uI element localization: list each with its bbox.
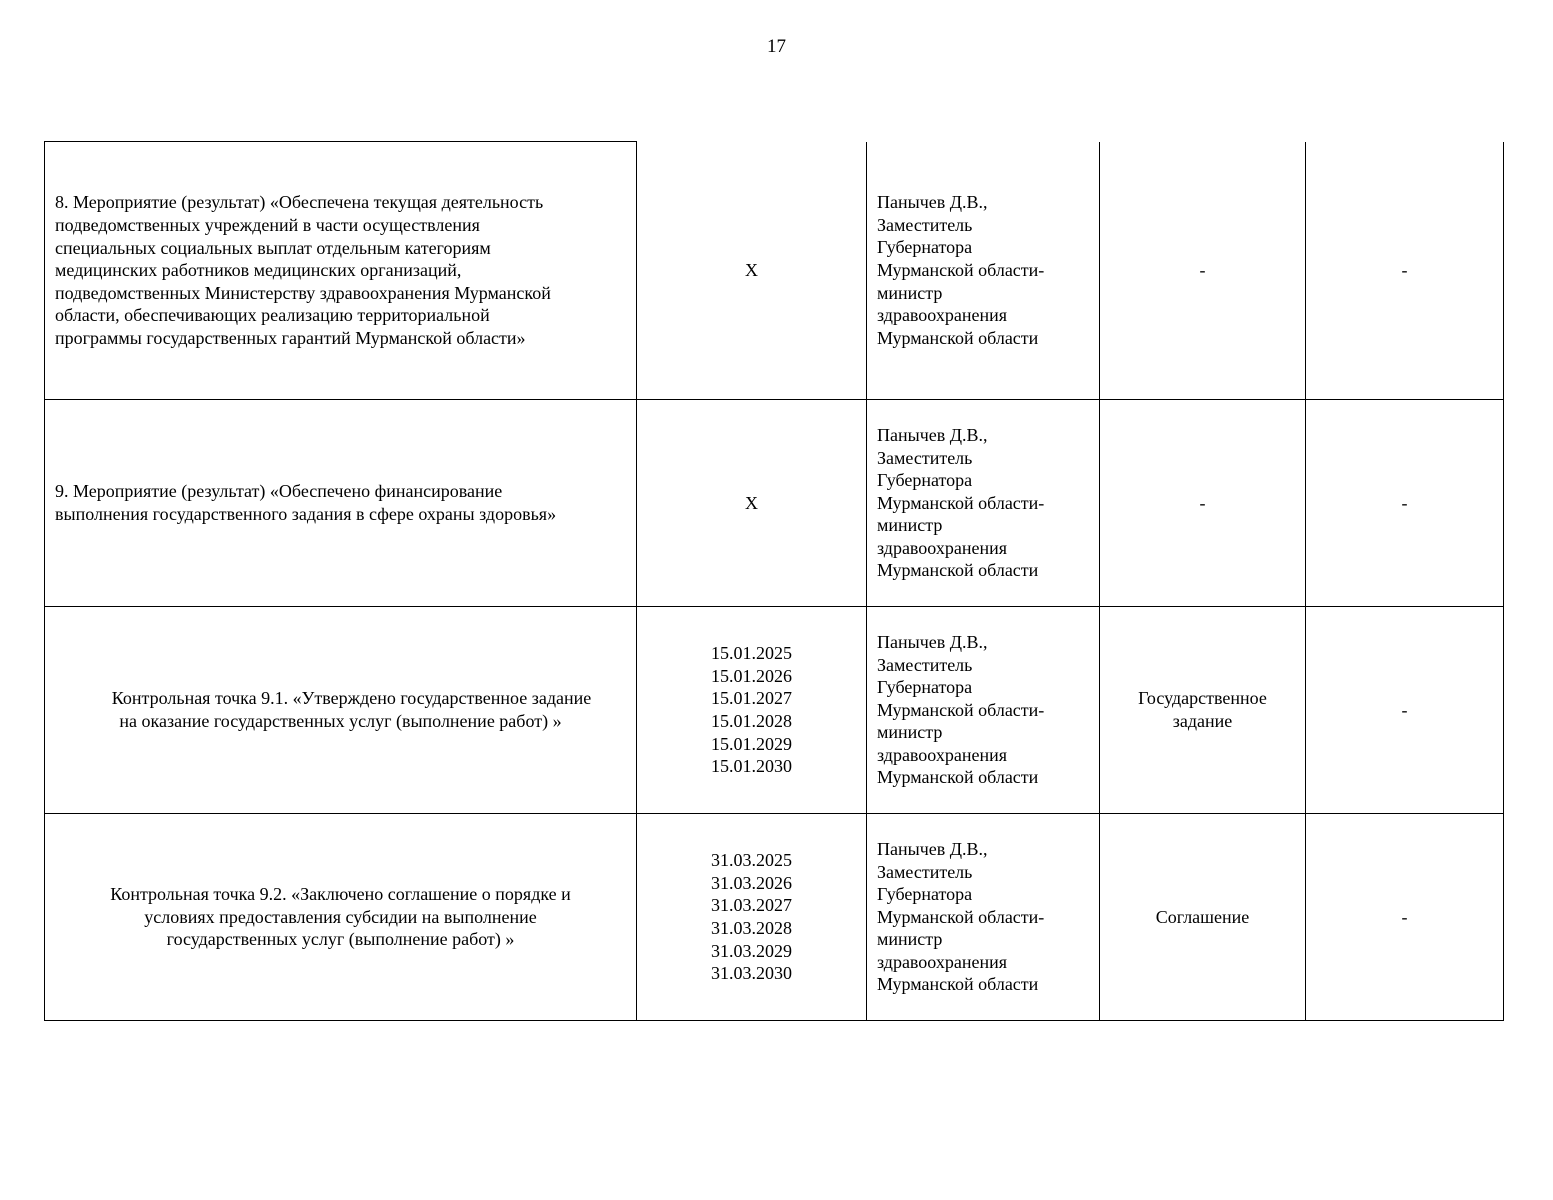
text-line: 8. Мероприятие (результат) «Обеспечена текущая деятельность <box>55 192 544 213</box>
text-line: условиях предоставления субсидии на выполнение <box>144 906 537 927</box>
text-line: Панычев Д.В., <box>877 192 988 213</box>
date-value: 15.01.2027 <box>711 688 792 709</box>
table-row <box>45 400 1504 607</box>
date-value: 15.01.2029 <box>711 733 792 754</box>
text-line: Губернатора <box>877 237 973 258</box>
text-line: - <box>1199 259 1206 280</box>
text-line: государственных услуг (выполнение работ) » <box>166 929 515 950</box>
date-value: 15.01.2030 <box>711 756 792 777</box>
text-line: Мурманской области- <box>877 699 1045 720</box>
text-line: министр <box>877 929 943 950</box>
extra-cell: - <box>1306 814 1504 1021</box>
date-value: X <box>745 259 758 280</box>
extra-cell: - <box>1306 607 1504 814</box>
date-value: 31.03.2029 <box>711 940 792 961</box>
text-line: Контрольная точка 9.2. «Заключено соглашение о порядке и <box>110 884 571 905</box>
control-point-description-cell <box>45 607 637 814</box>
text-line: специальных социальных выплат отдельным категориям <box>55 237 491 258</box>
text-line: Губернатора <box>877 677 973 698</box>
text-line: Заместитель <box>877 654 973 675</box>
date-value: 15.01.2025 <box>711 643 792 664</box>
table-row <box>45 607 1504 814</box>
text-line: выполнения государственного задания в сфере охраны здоровья» <box>55 504 557 524</box>
table-row <box>45 142 1504 400</box>
text-line: Мурманской области <box>877 327 1039 348</box>
date-value: 31.03.2028 <box>711 918 792 938</box>
text-line: Контрольная точка 9.1. «Утверждено государственное задание <box>111 688 592 709</box>
text-line: Панычев Д.В., <box>877 838 988 859</box>
text-line: на оказание государственных услуг (выполнение работ) » <box>119 711 562 731</box>
responsible-cell <box>867 400 1100 607</box>
document-cell <box>1100 814 1306 1021</box>
text-line: министр <box>877 722 943 743</box>
text-line: задание <box>1172 711 1233 731</box>
text-line: Мурманской области- <box>877 906 1045 927</box>
date-value: 31.03.2027 <box>711 895 792 916</box>
page-number: 17 <box>767 36 786 57</box>
text-line: Заместитель <box>877 214 973 235</box>
text-line: здравоохранения <box>877 744 1008 765</box>
dates-cell <box>637 814 867 1021</box>
text-line: Мурманской области <box>877 974 1039 995</box>
text-line: Заместитель <box>877 861 973 882</box>
text-line: программы государственных гарантий Мурманской области» <box>55 327 526 348</box>
document-cell <box>1100 142 1306 400</box>
plan-table <box>44 141 1504 1021</box>
text-line: подведомственных Министерству здравоохранения Мурманской <box>55 282 551 303</box>
text-line: - <box>1199 492 1206 513</box>
text-line: Мурманской области <box>877 560 1039 581</box>
text-line: области, обеспечивающих реализацию территориальной <box>55 305 490 326</box>
responsible-cell <box>867 142 1100 400</box>
text-line: здравоохранения <box>877 951 1008 972</box>
activity-description-cell <box>45 142 637 400</box>
dates-cell <box>637 607 867 814</box>
text-line: 9. Мероприятие (результат) «Обеспечено финансирование <box>55 481 503 502</box>
text-line: здравоохранения <box>877 537 1008 558</box>
text-line: Губернатора <box>877 884 973 905</box>
text-line: Заместитель <box>877 447 973 468</box>
activity-description-cell <box>45 400 637 607</box>
date-value: 31.03.2026 <box>711 872 792 893</box>
document-cell <box>1100 607 1306 814</box>
text-line: Мурманской области- <box>877 492 1045 513</box>
table-row <box>45 814 1504 1021</box>
text-line: министр <box>877 282 943 303</box>
document-cell <box>1100 400 1306 607</box>
text-line: подведомственных учреждений в части осуществления <box>55 215 480 236</box>
text-line: Панычев Д.В., <box>877 424 988 445</box>
text-line: Мурманской области- <box>877 259 1045 280</box>
date-value: 31.03.2030 <box>711 963 792 984</box>
date-value: 31.03.2025 <box>711 850 792 871</box>
text-line: здравоохранения <box>877 305 1008 326</box>
text-line: медицинских работников медицинских организаций, <box>55 260 462 281</box>
text-line: Панычев Д.В., <box>877 631 988 652</box>
dates-cell <box>637 142 867 400</box>
responsible-cell <box>867 814 1100 1021</box>
date-value: 15.01.2026 <box>711 665 792 686</box>
text-line: Соглашение <box>1155 906 1250 927</box>
extra-cell: - <box>1306 142 1504 400</box>
text-line: Губернатора <box>877 470 973 491</box>
responsible-cell <box>867 607 1100 814</box>
control-point-description-cell <box>45 814 637 1021</box>
text-line: Государственное <box>1138 688 1267 709</box>
text-line: Мурманской области <box>877 767 1039 788</box>
date-value: X <box>745 492 758 513</box>
date-value: 15.01.2028 <box>711 711 792 731</box>
extra-cell: - <box>1306 400 1504 607</box>
dates-cell <box>637 400 867 607</box>
text-line: министр <box>877 515 943 536</box>
